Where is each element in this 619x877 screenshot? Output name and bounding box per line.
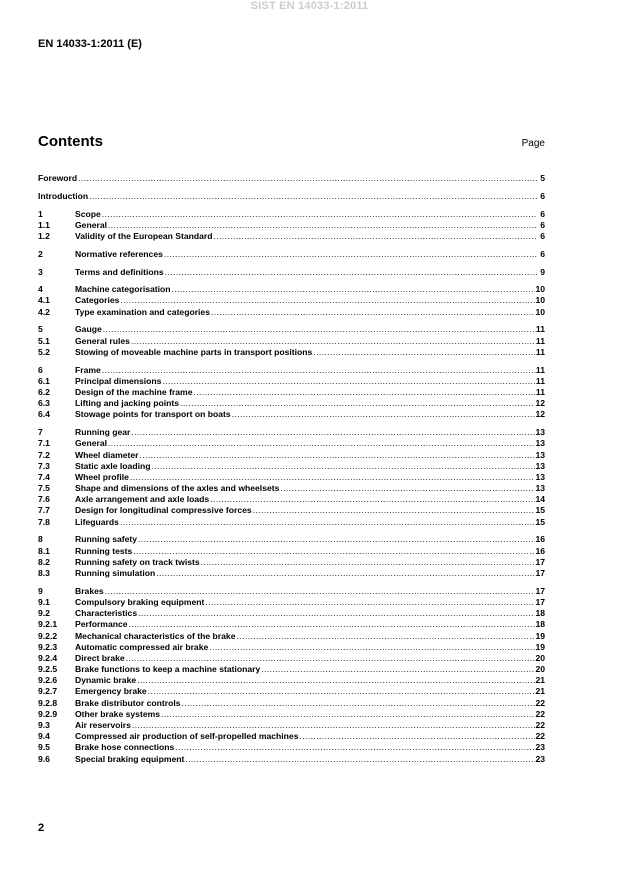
dot-leader	[136, 675, 535, 686]
dot-leader	[119, 517, 536, 528]
toc-entry-page: 22	[535, 720, 545, 730]
toc-entry-number: 9.2.6	[38, 675, 58, 686]
toc-entry-title: Foreword	[38, 173, 78, 183]
toc-entry-page: 11	[535, 346, 545, 357]
toc-entry-number: 9.1	[38, 596, 50, 607]
dot-leader	[171, 284, 536, 295]
toc-entry[interactable]	[38, 324, 545, 335]
toc-entry-title: Running simulation	[75, 567, 156, 578]
toc-entry[interactable]	[38, 586, 545, 597]
toc-entry-page: 11	[535, 324, 545, 335]
dot-leader	[150, 461, 535, 472]
dot-leader	[102, 324, 536, 335]
toc-entry-number: 8.2	[38, 556, 50, 567]
toc-entry-number: 2	[38, 248, 43, 259]
dot-leader	[179, 398, 535, 409]
dot-leader	[208, 642, 535, 653]
watermark-text: SIST EN 14033-1:2011	[250, 0, 369, 12]
toc-entry[interactable]	[38, 472, 545, 483]
toc-entry-title: Compressed air production of self-propelled machines	[75, 731, 299, 742]
toc-entry-number: 6.1	[38, 375, 50, 386]
toc-entry-title: Principal dimensions	[75, 375, 162, 386]
toc-entry-page: 23	[535, 742, 545, 753]
toc-entry-title: Brakes	[75, 585, 104, 596]
toc-entry[interactable]	[38, 365, 545, 376]
toc-entry-page: 11	[535, 364, 545, 375]
toc-entry[interactable]	[38, 698, 545, 709]
toc-entry[interactable]	[38, 631, 545, 642]
toc-entry[interactable]	[38, 608, 545, 619]
toc-entry-title: Terms and definitions	[75, 266, 164, 277]
toc-entry[interactable]	[38, 249, 545, 260]
toc-entry-page: 22	[535, 708, 545, 719]
toc-entry-number: 6.4	[38, 409, 50, 420]
toc-entry-page: 23	[535, 753, 545, 764]
toc-entry-page: 10	[535, 306, 545, 317]
toc-entry[interactable]	[38, 546, 545, 557]
toc-entry-title: Emergency brake	[75, 686, 147, 697]
dot-leader	[200, 557, 536, 568]
toc-entry-page: 17	[535, 556, 545, 567]
toc-entry[interactable]	[38, 438, 545, 449]
toc-entry-number: 9.2.7	[38, 686, 58, 697]
toc-entry-page: 11	[535, 386, 545, 397]
toc-entry[interactable]	[38, 450, 545, 461]
toc-entry[interactable]	[38, 597, 545, 608]
dot-leader	[131, 720, 536, 731]
dot-leader	[137, 608, 535, 619]
toc-entry-page: 20	[535, 652, 545, 663]
dot-leader	[312, 347, 536, 358]
dot-leader	[129, 472, 535, 483]
toc-entry-page: 21	[535, 675, 545, 686]
toc-entry-page: 18	[535, 619, 545, 630]
toc-entry-number: 6	[38, 364, 43, 375]
toc-entry-page: 17	[535, 596, 545, 607]
dot-leader	[130, 336, 536, 347]
toc-entry-title: Lifting and jacking points	[75, 398, 180, 409]
toc-entry-page: 13	[535, 471, 545, 482]
toc-entry[interactable]	[38, 173, 545, 184]
dot-leader	[236, 631, 536, 642]
toc-entry-page: 19	[535, 630, 545, 641]
toc-entry-page: 6	[540, 190, 545, 201]
toc-entry-title: General	[75, 219, 108, 230]
dot-leader	[137, 534, 535, 545]
toc-entry-number: 5.2	[38, 346, 50, 357]
toc-entry-number: 9.2.5	[38, 664, 58, 675]
toc-entry[interactable]	[38, 642, 545, 653]
toc-entry-page: 5	[540, 173, 545, 183]
toc-entry-title: Axle arrangement and axle loads	[75, 494, 210, 505]
toc-entry[interactable]	[38, 534, 545, 545]
toc-entry-page: 15	[535, 516, 545, 527]
toc-entry-title: Stowing of moveable machine parts in transport positions	[75, 346, 313, 357]
dot-leader	[101, 365, 536, 376]
toc-entry-title: Wheel diameter	[75, 449, 139, 460]
dot-leader	[209, 494, 535, 505]
toc-entry-page: 6	[540, 248, 545, 259]
toc-entry-page: 13	[535, 438, 545, 449]
toc-entry-title: Running gear	[75, 427, 131, 438]
toc-entry-number: 9.2.9	[38, 708, 58, 719]
toc-entry-title: Wheel profile	[75, 471, 129, 482]
toc-entry-page: 6	[540, 219, 545, 230]
toc-entry-title: Special braking equipment	[75, 753, 185, 764]
toc-entry-number: 7.4	[38, 471, 50, 482]
toc-entry-number: 5	[38, 324, 43, 335]
toc-entry-title: General	[75, 438, 108, 449]
toc-entry[interactable]	[38, 267, 545, 278]
dot-leader	[298, 731, 535, 742]
dot-leader	[279, 483, 535, 494]
toc-entry-page: 11	[535, 335, 545, 346]
toc-entry-page: 13	[535, 449, 545, 460]
toc-entry[interactable]	[38, 675, 545, 686]
toc-entry-number: 5.1	[38, 335, 50, 346]
toc-entry[interactable]	[38, 517, 545, 528]
toc-entry[interactable]	[38, 568, 545, 579]
toc-entry-title: Compulsory braking equipment	[75, 596, 205, 607]
dot-leader	[192, 387, 535, 398]
toc-entry-page: 20	[535, 664, 545, 675]
toc-entry-title: Shape and dimensions of the axles and wheelsets	[75, 483, 280, 494]
dot-leader	[174, 742, 535, 753]
dot-leader	[204, 597, 535, 608]
toc-entry-title: Frame	[75, 364, 101, 375]
dot-leader	[77, 173, 537, 184]
toc-entry-number: 7	[38, 427, 43, 438]
toc-entry-number: 1.2	[38, 230, 50, 241]
toc-entry-title: Design for longitudinal compressive forces	[75, 505, 252, 516]
dot-leader	[128, 619, 536, 630]
toc-entry-number: 4.2	[38, 306, 50, 317]
toc-entry-number: 7.1	[38, 438, 50, 449]
toc-entry[interactable]	[38, 347, 545, 358]
toc-entry-number: 7.3	[38, 460, 50, 471]
toc-entry-number: 7.5	[38, 483, 50, 494]
toc-entry-number: 7.6	[38, 494, 50, 505]
toc-entry[interactable]	[38, 742, 545, 753]
toc-entry-number: 8.3	[38, 567, 50, 578]
toc-entry[interactable]	[38, 494, 545, 505]
dot-leader	[107, 220, 537, 231]
toc-entry-page: 10	[535, 295, 545, 306]
document-id: EN 14033-1:2011 (E)	[38, 38, 142, 50]
toc-entry-title: Scope	[75, 208, 101, 219]
toc-entry-title: Performance	[75, 619, 128, 630]
dot-leader	[155, 568, 535, 579]
toc-entry-title: Other brake systems	[75, 708, 161, 719]
toc-entry[interactable]	[38, 720, 545, 731]
toc-entry-title: Introduction	[38, 190, 89, 201]
dot-leader	[161, 376, 535, 387]
toc-entry-number: 3	[38, 266, 43, 277]
toc-entry-number: 9.2.1	[38, 619, 58, 630]
toc-entry[interactable]	[38, 427, 545, 438]
toc-entry-title: Static axle loading	[75, 460, 151, 471]
toc-entry-number: 9.2	[38, 608, 50, 619]
page-number: 2	[38, 822, 45, 834]
toc-entry[interactable]	[38, 191, 545, 202]
toc-entry-number: 7.2	[38, 449, 50, 460]
toc-entry-page: 18	[535, 608, 545, 619]
toc-entry-number: 9.3	[38, 720, 50, 730]
dot-leader	[210, 307, 535, 318]
dot-leader	[139, 450, 536, 461]
toc-entry-title: Running safety on track twists	[75, 556, 200, 567]
toc-entry-title: General rules	[75, 335, 130, 346]
toc-entry[interactable]	[38, 664, 545, 675]
dot-leader	[130, 427, 535, 438]
toc-entry-page: 11	[535, 375, 545, 386]
toc-entry-number: 9.6	[38, 753, 50, 764]
dot-leader	[260, 664, 535, 675]
toc-entry-number: 1.1	[38, 219, 50, 230]
dot-leader	[252, 505, 536, 516]
dot-leader	[147, 686, 536, 697]
toc-entry-title: Categories	[75, 295, 120, 306]
table-of-contents	[38, 173, 545, 765]
toc-entry-page: 13	[535, 483, 545, 494]
toc-entry-number: 9	[38, 585, 43, 596]
toc-entry-page: 6	[540, 208, 545, 219]
toc-entry[interactable]	[38, 754, 545, 765]
toc-entry-number: 1	[38, 208, 43, 219]
toc-entry[interactable]	[38, 295, 545, 306]
toc-entry[interactable]	[38, 619, 545, 630]
toc-entry[interactable]	[38, 709, 545, 720]
toc-entry-title: Characteristics	[75, 608, 138, 619]
toc-entry-number: 9.2.8	[38, 697, 58, 708]
toc-entry-page: 21	[535, 686, 545, 697]
toc-entry-page: 16	[535, 545, 545, 556]
toc-entry-number: 9.2.4	[38, 652, 58, 663]
page-title: Contents	[38, 133, 103, 150]
dot-leader	[132, 546, 535, 557]
toc-entry-number: 9.4	[38, 731, 50, 742]
toc-entry[interactable]	[38, 376, 545, 387]
toc-entry[interactable]	[38, 505, 545, 516]
toc-entry-number: 6.3	[38, 398, 50, 409]
toc-entry[interactable]	[38, 398, 545, 409]
dot-leader	[163, 249, 537, 260]
toc-entry-number: 9.2.3	[38, 641, 58, 652]
toc-entry-number: 8	[38, 534, 43, 545]
toc-entry-page: 15	[535, 505, 545, 516]
dot-leader	[101, 209, 537, 220]
toc-entry-title: Running tests	[75, 545, 133, 556]
toc-entry-page: 17	[535, 567, 545, 578]
dot-leader	[107, 438, 535, 449]
dot-leader	[88, 191, 537, 202]
page-column-label: Page	[521, 138, 545, 149]
dot-leader	[231, 409, 536, 420]
toc-entry-number: 7.7	[38, 505, 50, 516]
toc-entry-title: Validity of the European Standard	[75, 230, 213, 241]
toc-entry-title: Brake functions to keep a machine stationary	[75, 664, 261, 675]
toc-entry[interactable]	[38, 409, 545, 420]
toc-entry[interactable]	[38, 461, 545, 472]
toc-entry-title: Type examination and categories	[75, 306, 210, 317]
toc-entry-page: 22	[535, 731, 545, 742]
toc-entry-page: 9	[540, 266, 545, 277]
dot-leader	[164, 267, 537, 278]
dot-leader	[213, 231, 537, 242]
toc-entry-page: 12	[535, 409, 545, 420]
toc-entry-number: 4.1	[38, 295, 50, 306]
toc-entry[interactable]	[38, 731, 545, 742]
toc-entry-title: Mechanical characteristics of the brake	[75, 630, 236, 641]
toc-entry-page: 13	[535, 427, 545, 438]
toc-entry-title: Stowage points for transport on boats	[75, 409, 231, 420]
toc-entry-number: 7.8	[38, 516, 50, 527]
toc-entry-number: 8.1	[38, 545, 50, 556]
dot-leader	[125, 653, 536, 664]
toc-entry-title: Normative references	[75, 248, 163, 259]
toc-entry[interactable]	[38, 209, 545, 220]
dot-leader	[181, 698, 536, 709]
toc-entry-page: 12	[535, 398, 545, 409]
toc-entry[interactable]	[38, 557, 545, 568]
toc-entry-page: 13	[535, 460, 545, 471]
toc-entry-title: Dynamic brake	[75, 675, 137, 686]
toc-entry-page: 16	[535, 534, 545, 545]
toc-entry-number: 9.2.2	[38, 630, 58, 641]
toc-entry-title: Automatic compressed air brake	[75, 641, 209, 652]
toc-entry-title: Direct brake	[75, 652, 125, 663]
toc-entry-page: 10	[535, 284, 545, 295]
toc-entry[interactable]	[38, 336, 545, 347]
toc-entry-title: Air reservoirs	[75, 720, 131, 730]
toc-entry[interactable]	[38, 686, 545, 697]
toc-entry-page: 17	[535, 585, 545, 596]
dot-leader	[119, 295, 535, 306]
toc-entry[interactable]	[38, 387, 545, 398]
dot-leader	[104, 586, 536, 597]
dot-leader	[184, 754, 535, 765]
dot-leader	[160, 709, 535, 720]
toc-entry[interactable]	[38, 220, 545, 231]
toc-entry-page: 6	[540, 230, 545, 241]
toc-entry-title: Design of the machine frame	[75, 386, 193, 397]
toc-entry-title: Machine categorisation	[75, 284, 171, 295]
toc-entry[interactable]	[38, 231, 545, 242]
toc-entry-title: Brake distributor controls	[75, 697, 181, 708]
toc-entry-title: Brake hose connections	[75, 742, 175, 753]
toc-entry[interactable]	[38, 483, 545, 494]
toc-entry-page: 19	[535, 641, 545, 652]
toc-entry[interactable]	[38, 307, 545, 318]
toc-entry-title: Lifeguards	[75, 516, 119, 527]
toc-entry-number: 6.2	[38, 386, 50, 397]
toc-entry-number: 9.5	[38, 742, 50, 753]
toc-entry-page: 22	[535, 697, 545, 708]
toc-entry-page: 14	[535, 494, 545, 505]
toc-entry[interactable]	[38, 284, 545, 295]
toc-entry-title: Gauge	[75, 324, 102, 335]
toc-entry-number: 4	[38, 284, 43, 295]
toc-entry-title: Running safety	[75, 534, 138, 545]
toc-entry[interactable]	[38, 653, 545, 664]
